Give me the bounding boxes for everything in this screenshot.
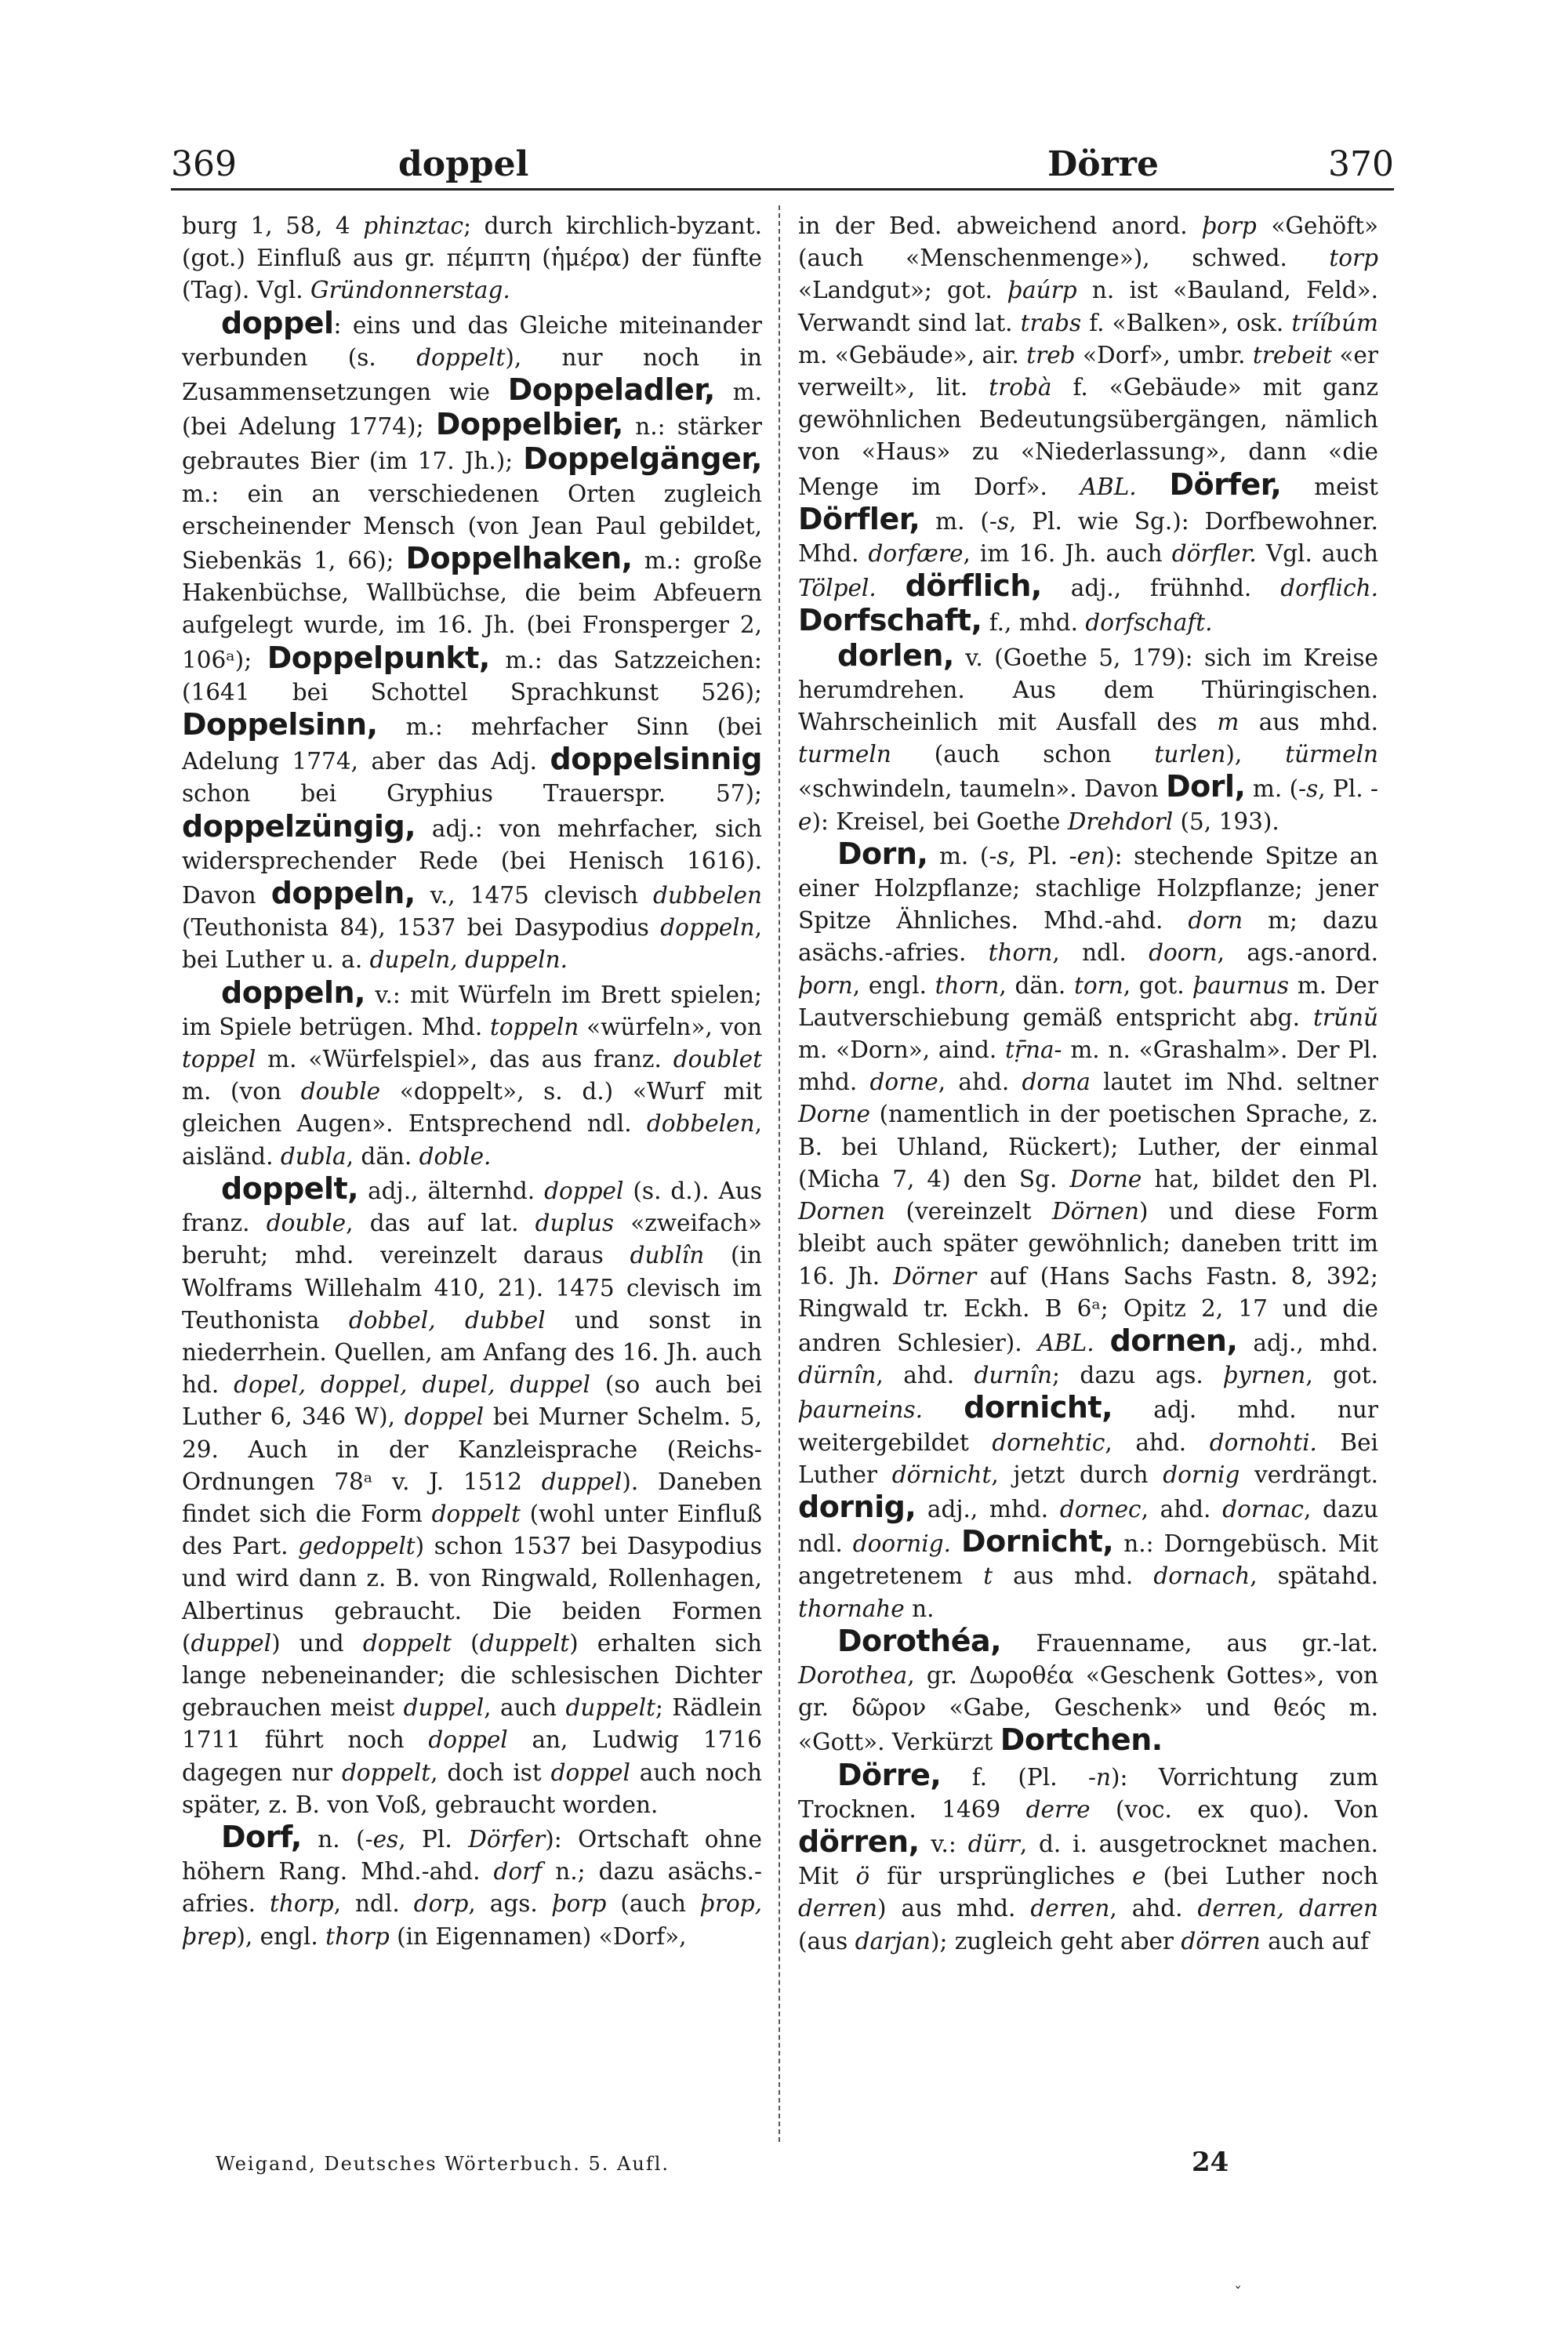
italic-text: phinztac xyxy=(363,212,464,239)
italic-text: torn xyxy=(1073,971,1123,999)
italic-text: thorn xyxy=(935,971,1000,999)
italic-text: ö xyxy=(855,1863,870,1890)
text: «würfeln», von xyxy=(579,1013,762,1040)
italic-text: dorfære xyxy=(868,540,964,568)
text: und sonst in niederrhein. Quellen, am Anfang des 16. Jh. auch hd. xyxy=(182,1306,762,1399)
text: m. ( xyxy=(1245,775,1299,803)
text: , ahd. xyxy=(1105,1428,1210,1456)
italic-text: þaúrp xyxy=(1007,277,1077,304)
italic-text: doppel xyxy=(544,1177,624,1204)
italic-text: Tölpel. xyxy=(798,575,877,602)
italic-text: doble. xyxy=(419,1142,492,1170)
text: , Pl. xyxy=(1318,775,1371,803)
text: (Teuthonista 84), 1537 bei Dasypodius xyxy=(182,914,661,942)
text: m. «Gebäude», air. xyxy=(798,341,1027,368)
text: , got. xyxy=(1123,971,1193,999)
text: , ndl. xyxy=(333,1890,414,1918)
text: (auch schon xyxy=(891,741,1155,768)
header-rule xyxy=(171,188,1394,191)
text: ; durch kirchlich-byzant. (got.) Einfluß aus gr. πέμπτη (ἡμέρα) der fünfte (Tag). Vgl. xyxy=(182,212,762,304)
text: (in Eigennamen) «Dorf», xyxy=(389,1922,687,1950)
text: m. Der Lautverschiebung gemäß entspricht abg. xyxy=(798,971,1378,1031)
italic-text: dorn xyxy=(1188,907,1243,935)
right-column xyxy=(798,210,1378,2162)
text: , bei Luther u. a. xyxy=(182,914,762,974)
italic-text: þyrnen xyxy=(1223,1362,1306,1389)
right-page-number: 370 xyxy=(1328,144,1394,184)
italic-text: duplus xyxy=(535,1210,614,1237)
italic-text: Drehdorl xyxy=(1067,808,1174,835)
italic-text: derren, darren xyxy=(1197,1895,1379,1922)
italic-text: double xyxy=(300,1078,381,1105)
text: v.: xyxy=(919,1830,968,1857)
text: , Pl. wie Sg.): Dorfbewohner. Mhd. xyxy=(798,507,1378,568)
text: (in Wolframs Willehalm 410, 21). 1475 clevisch im Teuthonista xyxy=(182,1242,762,1334)
text: Bei Luther xyxy=(798,1428,1378,1488)
italic-text: durnîn xyxy=(974,1362,1052,1389)
headword: Dörre, xyxy=(837,1757,942,1792)
italic-text: þorp xyxy=(1202,212,1257,239)
text: «Dorf», umbr. xyxy=(1075,341,1253,368)
text: (so auch bei Luther 6, 346 W), xyxy=(182,1371,762,1431)
text: adj., mhd. xyxy=(916,1495,1060,1523)
italic-text: doppel xyxy=(428,1726,508,1754)
italic-text: treb xyxy=(1026,341,1076,368)
italic-text: doorn xyxy=(1149,939,1218,967)
italic-text: derre xyxy=(1025,1795,1091,1823)
text: ) und diese Form bleibt auch später gewöhnlich; daneben tritt im 16. Jh. xyxy=(798,1198,1379,1290)
text: , das auf lat. xyxy=(346,1210,535,1237)
headword: doppelt, xyxy=(221,1171,359,1206)
italic-text: darjan xyxy=(855,1927,931,1955)
text: , ags.-anord. xyxy=(1217,939,1379,967)
text: n.: Dorngebüsch. Mit angetretenem xyxy=(798,1530,1378,1590)
italic-text: Dornen xyxy=(798,1198,885,1225)
text: f. «Balken», osk. xyxy=(1081,309,1292,336)
text: (voc. ex quo). Von xyxy=(1090,1795,1378,1823)
text: , ags. xyxy=(468,1890,552,1918)
left-column xyxy=(182,210,762,2162)
italic-text: dorne xyxy=(869,1069,938,1096)
italic-text: doppelt xyxy=(362,1629,452,1657)
italic-text: þaurnus xyxy=(1192,971,1290,999)
italic-text: duppelt xyxy=(565,1694,655,1722)
headword: dörflich, xyxy=(905,568,1042,604)
text: , ahd. xyxy=(876,1362,975,1389)
text: an, Ludwig 1716 dagegen nur xyxy=(182,1726,762,1786)
text: aus mhd. xyxy=(993,1563,1154,1590)
text: ( xyxy=(452,1629,480,1657)
italic-text: þorp xyxy=(551,1890,607,1918)
text: ) aus mhd. xyxy=(877,1895,1031,1922)
italic-text: -s xyxy=(1298,775,1319,803)
italic-text: doppelt xyxy=(341,1759,431,1786)
text: ); zugleich geht aber xyxy=(930,1927,1181,1955)
text: auch auf xyxy=(1260,1927,1370,1955)
text: ): Vorrichtung zum Trocknen. 1469 xyxy=(798,1763,1378,1823)
signature-mark: 24 xyxy=(1192,2147,1229,2178)
text: m. ( xyxy=(920,507,989,535)
italic-text: double xyxy=(266,1210,347,1237)
italic-text: trabs xyxy=(1020,309,1082,336)
text: (wohl unter Einfluß des Part. xyxy=(182,1500,762,1560)
italic-text: turlen xyxy=(1154,741,1226,768)
italic-text: duppel xyxy=(191,1629,272,1657)
text: «Gehöft» (auch «Menschenmenge»), schwed. xyxy=(798,212,1379,272)
italic-text: dörren xyxy=(1181,1927,1261,1955)
italic-text: duppel xyxy=(541,1468,622,1495)
headword: Doppelhaken, xyxy=(405,541,633,576)
text: v.: mit Würfeln im Brett spielen; im Spiele betrügen. Mhd. xyxy=(182,981,762,1040)
text: adj., mhd. xyxy=(1237,1329,1378,1356)
italic-text: dubbelen xyxy=(652,882,762,909)
text: burg 1, 58, 4 xyxy=(182,212,364,239)
text: auch noch später, z. B. von Voß, gebraucht worden. xyxy=(182,1759,762,1818)
italic-text: derren xyxy=(1030,1895,1110,1922)
headword: dorlen, xyxy=(837,637,954,673)
headword: Dortchen. xyxy=(1000,1722,1163,1758)
italic-text: ABL. xyxy=(1037,1329,1094,1356)
text: m. «Würfelspiel», das aus franz. xyxy=(256,1046,673,1073)
stray-mark: ˇ xyxy=(1234,2283,1242,2302)
headword: dornicht, xyxy=(964,1390,1113,1425)
text: aus mhd. xyxy=(1239,709,1379,736)
italic-text: þaurneins. xyxy=(798,1396,923,1424)
italic-text: doppel xyxy=(550,1759,630,1786)
headword: Dorn, xyxy=(837,836,928,871)
text: (s. d.). Aus franz. xyxy=(182,1177,762,1237)
text: m.: das Satzzeichen: (1641 bei Schottel Sprachkunst 526); xyxy=(182,646,762,706)
italic-text: Dörner xyxy=(893,1262,977,1290)
text: ) schon 1537 bei Dasypodius und wird dann z. B. von Ringwald, Rollenhagen, Albertinus gebraucht. Die beiden Formen ( xyxy=(182,1533,762,1657)
entry-dorlen xyxy=(798,637,1379,838)
text: ). Daneben findet sich die Form xyxy=(182,1468,762,1527)
text: , ahd. xyxy=(938,1069,1022,1096)
text: ): Kreisel, bei Goethe xyxy=(811,808,1068,835)
italic-text: turmeln xyxy=(798,741,891,768)
text: ) erhalten sich lange nebeneinander; die schlesischen Dichter gebrauchen meist xyxy=(182,1629,762,1722)
entry-doppelt xyxy=(182,1173,762,1821)
text: , d. i. ausgetrocknet machen. Mit xyxy=(798,1830,1378,1890)
italic-text: dubla xyxy=(280,1142,347,1170)
italic-text: thornahe xyxy=(798,1595,905,1622)
text: , aisländ. xyxy=(182,1110,762,1170)
text: Vgl. auch xyxy=(1256,540,1378,568)
footer-imprint: Weigand, Deutsches Wörterbuch. 5. Aufl. xyxy=(216,2153,670,2175)
italic-text: doublet xyxy=(673,1046,762,1073)
headword: doppelsinnig xyxy=(550,742,762,777)
text: «schwindeln, taumeln». Davon xyxy=(798,775,1167,803)
headword: dornen, xyxy=(1109,1323,1238,1358)
text: f. (Pl. xyxy=(941,1763,1088,1791)
headword: Dörfer, xyxy=(1169,466,1282,502)
entry-continuation xyxy=(182,210,762,307)
entry-doppel xyxy=(182,307,762,977)
text xyxy=(1137,474,1170,500)
text: , dän. xyxy=(346,1142,419,1170)
italic-text: m xyxy=(1217,709,1240,736)
text xyxy=(877,575,906,601)
text: «Landgut»; got. xyxy=(798,277,1008,304)
headword: doppeln, xyxy=(221,975,365,1010)
italic-text: dorf xyxy=(493,1858,543,1886)
text: v. (Goethe 5, 179): sich im Kreise herumdrehen. Aus dem Thüringischen. Wahrscheinlich mit Ausfall des xyxy=(798,644,1378,736)
text: m.: große Hakenbüchse, Wallbüchse, die beim Abfeuern aufgelegt wurde, im 16. Jh. (bei Fronsperger 2, 106ᵃ); xyxy=(182,547,762,673)
text: n.; dazu asächs.-afries. xyxy=(182,1858,763,1918)
headword: Dorfschaft, xyxy=(798,603,982,638)
text: in der Bed. abweichend anord. xyxy=(798,212,1203,239)
italic-text: doornig. xyxy=(852,1530,951,1558)
italic-text: dopel, doppel, dupel, duppel xyxy=(234,1371,590,1399)
text: , ndl. xyxy=(1052,939,1149,967)
text: v., 1475 clevisch xyxy=(415,882,653,909)
italic-text: dorp xyxy=(413,1890,469,1918)
text: , ahd. xyxy=(1141,1495,1223,1523)
text: n. xyxy=(904,1595,935,1622)
text: meist xyxy=(1281,473,1378,500)
entry-doerre xyxy=(798,1759,1378,1958)
italic-text: Dörnen xyxy=(1051,1198,1139,1225)
text xyxy=(951,1530,961,1557)
text: (vereinzelt xyxy=(884,1198,1052,1225)
italic-text: duppel xyxy=(403,1694,485,1722)
italic-text: doppel xyxy=(404,1403,485,1431)
italic-text: dornach xyxy=(1153,1563,1250,1590)
text: , jetzt durch xyxy=(991,1461,1163,1488)
text: (namentlich in der poetischen Sprache, z. B. bei Uhland, Rückert); Luther, der einmal (Micha 7, 4) den Sg. xyxy=(798,1101,1378,1192)
headword: Dorf, xyxy=(221,1819,302,1854)
text: adj., älternhd. xyxy=(358,1177,545,1204)
text: adj.: von mehrfacher, sich widersprechender Rede (bei Henisch 1616). Davon xyxy=(182,815,762,909)
italic-text: trebeit xyxy=(1252,341,1332,368)
text: , spätahd. xyxy=(1250,1563,1378,1590)
italic-text: tṝna- xyxy=(1005,1036,1062,1064)
italic-text: doppelt xyxy=(431,1500,521,1527)
italic-text: torp xyxy=(1329,245,1378,272)
text: (aus xyxy=(798,1927,855,1955)
text: m.: ein an verschiedenen Orten zugleich erscheinender Mensch (von Jean Paul gebildet, Siebenkäs 1, 66); xyxy=(182,480,762,575)
text: , gr. Δωροθέα «Geschenk Gottes», von gr. δῶρον «Gabe, Geschenk» und θεός m. «Gott». Verkürzt xyxy=(798,1661,1378,1756)
italic-text: -es xyxy=(365,1825,399,1853)
italic-text: -e xyxy=(798,775,1378,835)
text: m. ( xyxy=(927,842,989,869)
headword: doppelzüngig, xyxy=(182,808,416,844)
italic-text: dornig xyxy=(1163,1461,1240,1488)
text: m. n. «Grashalm». Der Pl. mhd. xyxy=(798,1036,1378,1096)
text: adj., frühnhd. xyxy=(1041,575,1281,602)
text: f., mhd. xyxy=(982,609,1086,637)
text: , doch ist xyxy=(430,1759,551,1786)
entry-continuation xyxy=(798,210,1378,640)
text: ; dazu ags. xyxy=(1051,1362,1224,1389)
text: adj. mhd. nur weitergebildet xyxy=(798,1396,1378,1456)
text: m. «Dorn», aind. xyxy=(798,1036,1006,1064)
italic-text: t xyxy=(983,1563,993,1590)
italic-text: toppel xyxy=(182,1046,256,1073)
italic-text: dörnicht xyxy=(891,1461,992,1488)
italic-text: doppelt xyxy=(416,343,506,371)
headword: Dorothéa, xyxy=(837,1623,1002,1658)
headword: Doppeladler, xyxy=(507,372,715,408)
italic-text: -s xyxy=(989,842,1009,869)
headword: doppel xyxy=(221,305,334,340)
text: (auch xyxy=(606,1890,700,1918)
italic-text: thorp xyxy=(325,1922,390,1950)
text: , dän. xyxy=(999,971,1074,999)
text: «doppelt», s. d.) «Wurf mit gleichen Augen». Entsprechend ndl. xyxy=(182,1078,762,1138)
italic-text: -n xyxy=(1087,1763,1111,1791)
column-divider xyxy=(779,205,780,2142)
italic-text: doppeln xyxy=(660,914,755,942)
left-page-number: 369 xyxy=(171,144,237,184)
text: lautet im Nhd. seltner xyxy=(1090,1069,1378,1096)
text: n.: stärker gebrautes Bier (im 17. Jh.); xyxy=(182,413,762,475)
headword: Dorl, xyxy=(1166,769,1246,804)
text xyxy=(1094,1330,1110,1356)
text: ), nur noch in Zusammensetzungen wie xyxy=(182,343,762,406)
text: , dazu ndl. xyxy=(798,1495,1378,1558)
text xyxy=(923,1396,964,1423)
text: verdrängt. xyxy=(1240,1461,1378,1488)
text: ), xyxy=(1225,741,1286,768)
headword: doppeln, xyxy=(270,876,416,911)
italic-text: trííbúm xyxy=(1291,309,1378,336)
headword: Dornicht, xyxy=(961,1524,1114,1559)
headword: Doppelgänger, xyxy=(523,441,762,477)
italic-text: e xyxy=(1132,1863,1146,1890)
headword: dornig, xyxy=(798,1489,916,1524)
text: n. ( xyxy=(301,1825,365,1853)
italic-text: Gründonnerstag. xyxy=(310,277,510,304)
italic-text: -en xyxy=(1069,842,1106,869)
italic-text: -s xyxy=(989,507,1009,535)
italic-text: þorn xyxy=(798,971,853,999)
headword: Doppelbier, xyxy=(435,407,623,442)
italic-text: þrop, þrep xyxy=(182,1890,763,1950)
text: ) und xyxy=(271,1629,363,1657)
text: m.: mehrfacher Sinn (bei Adelung 1774, aber das Adj. xyxy=(182,713,762,775)
text: hat, bildet den Pl. xyxy=(1142,1165,1378,1192)
text: m. (bei Adelung 1774); xyxy=(182,379,762,441)
italic-text: trŭnŭ xyxy=(1313,1004,1378,1031)
italic-text: dorna xyxy=(1022,1069,1091,1096)
entry-dorn xyxy=(798,838,1378,1625)
italic-text: thorp xyxy=(270,1890,334,1918)
text: «er verweilt», lit. xyxy=(798,341,1378,401)
italic-text: dobbelen xyxy=(646,1110,755,1138)
italic-text: dürr xyxy=(967,1830,1020,1857)
italic-text: Dorothea xyxy=(798,1661,908,1689)
italic-text: dürnîn xyxy=(798,1362,877,1389)
entry-dorothea xyxy=(798,1625,1378,1759)
italic-text: Dorne xyxy=(1069,1165,1142,1192)
text: , got. xyxy=(1305,1362,1379,1389)
italic-text: toppeln xyxy=(490,1013,579,1040)
italic-text: dornec xyxy=(1059,1495,1142,1523)
italic-text: dornehtic xyxy=(992,1428,1105,1456)
text: schon bei Gryphius Trauerspr. 57); xyxy=(182,780,762,808)
text: , Pl. xyxy=(1008,842,1069,869)
text: bei Murner Schelm. 5, 29. Auch in der Kanzleisprache (Reichs-Ordnungen 78ᵃ v. J. 1512 xyxy=(182,1403,762,1495)
italic-text: dobbel, dubbel xyxy=(348,1306,546,1334)
text: ; Rädlein 1711 führt noch xyxy=(182,1694,762,1754)
italic-text: dornohti. xyxy=(1209,1428,1317,1456)
headword: dörren, xyxy=(798,1824,920,1859)
headword: Dörfler, xyxy=(798,501,920,536)
entry-doppeln xyxy=(182,977,762,1173)
italic-text: dublîn xyxy=(630,1242,705,1269)
italic-text: trobà xyxy=(989,374,1052,401)
entry-dorf xyxy=(182,1821,762,1953)
text: «zweifach» beruht; mhd. vereinzelt daraus xyxy=(182,1210,762,1269)
headword: Doppelpunkt, xyxy=(267,640,490,675)
text: (5, 193). xyxy=(1173,808,1279,835)
text: , auch xyxy=(484,1694,566,1722)
italic-text: dorflich. xyxy=(1280,575,1378,602)
headword: Doppelsinn, xyxy=(182,707,378,742)
text: f. «Gebäude» mit ganz gewöhnlichen Bedeutungsübergängen, nämlich von «Haus» zu «Niederlassung», dann «die Menge im Dorf». xyxy=(798,374,1378,500)
italic-text: dornac xyxy=(1222,1495,1304,1523)
right-running-headword: Dörre xyxy=(1047,144,1159,184)
left-running-headword: doppel xyxy=(398,144,529,184)
text: Frauenname, aus gr.-lat. xyxy=(1001,1629,1378,1657)
text: auf (Hans Sachs Fastn. 8, 392; Ringwald tr. Eckh. B 6ᵃ; Opitz 2, 17 und die andren Schlesier). xyxy=(798,1262,1378,1356)
italic-text: Dörfer xyxy=(468,1825,546,1853)
italic-text: dörfler. xyxy=(1171,540,1257,568)
text: ), engl. xyxy=(236,1922,326,1950)
italic-text: Dorne xyxy=(798,1101,870,1128)
italic-text: ABL. xyxy=(1080,473,1137,500)
italic-text: türmeln xyxy=(1285,741,1379,768)
text: , im 16. Jh. auch xyxy=(963,540,1172,568)
italic-text: gedoppelt xyxy=(298,1533,416,1560)
text: ): Ortschaft ohne höhern Rang. Mhd.-ahd. xyxy=(182,1825,762,1886)
italic-text: duppelt xyxy=(479,1629,570,1657)
text: m; dazu asächs.-afries. xyxy=(798,907,1378,967)
text: , Pl. xyxy=(398,1825,469,1853)
text: (bei Luther noch xyxy=(1145,1863,1378,1890)
italic-text: thorn xyxy=(988,939,1053,967)
text: für ursprüngliches xyxy=(869,1863,1133,1890)
italic-text: dorfschaft. xyxy=(1085,609,1213,637)
text: , ahd. xyxy=(1109,1895,1198,1922)
text: : eins und das Gleiche miteinander verbunden (s. xyxy=(182,311,762,371)
text: ): stechende Spitze an einer Holzpflanze; stachlige Holzpflanze; jener Spitze Ähnliches. Mhd.-ahd. xyxy=(798,842,1378,935)
italic-text: dupeln, duppeln. xyxy=(369,946,568,974)
italic-text: derren xyxy=(798,1895,878,1922)
text: m. (von xyxy=(182,1078,301,1105)
text: , engl. xyxy=(852,971,935,999)
text: n. ist «Bauland, Feld». Verwandt sind lat. xyxy=(798,277,1379,336)
